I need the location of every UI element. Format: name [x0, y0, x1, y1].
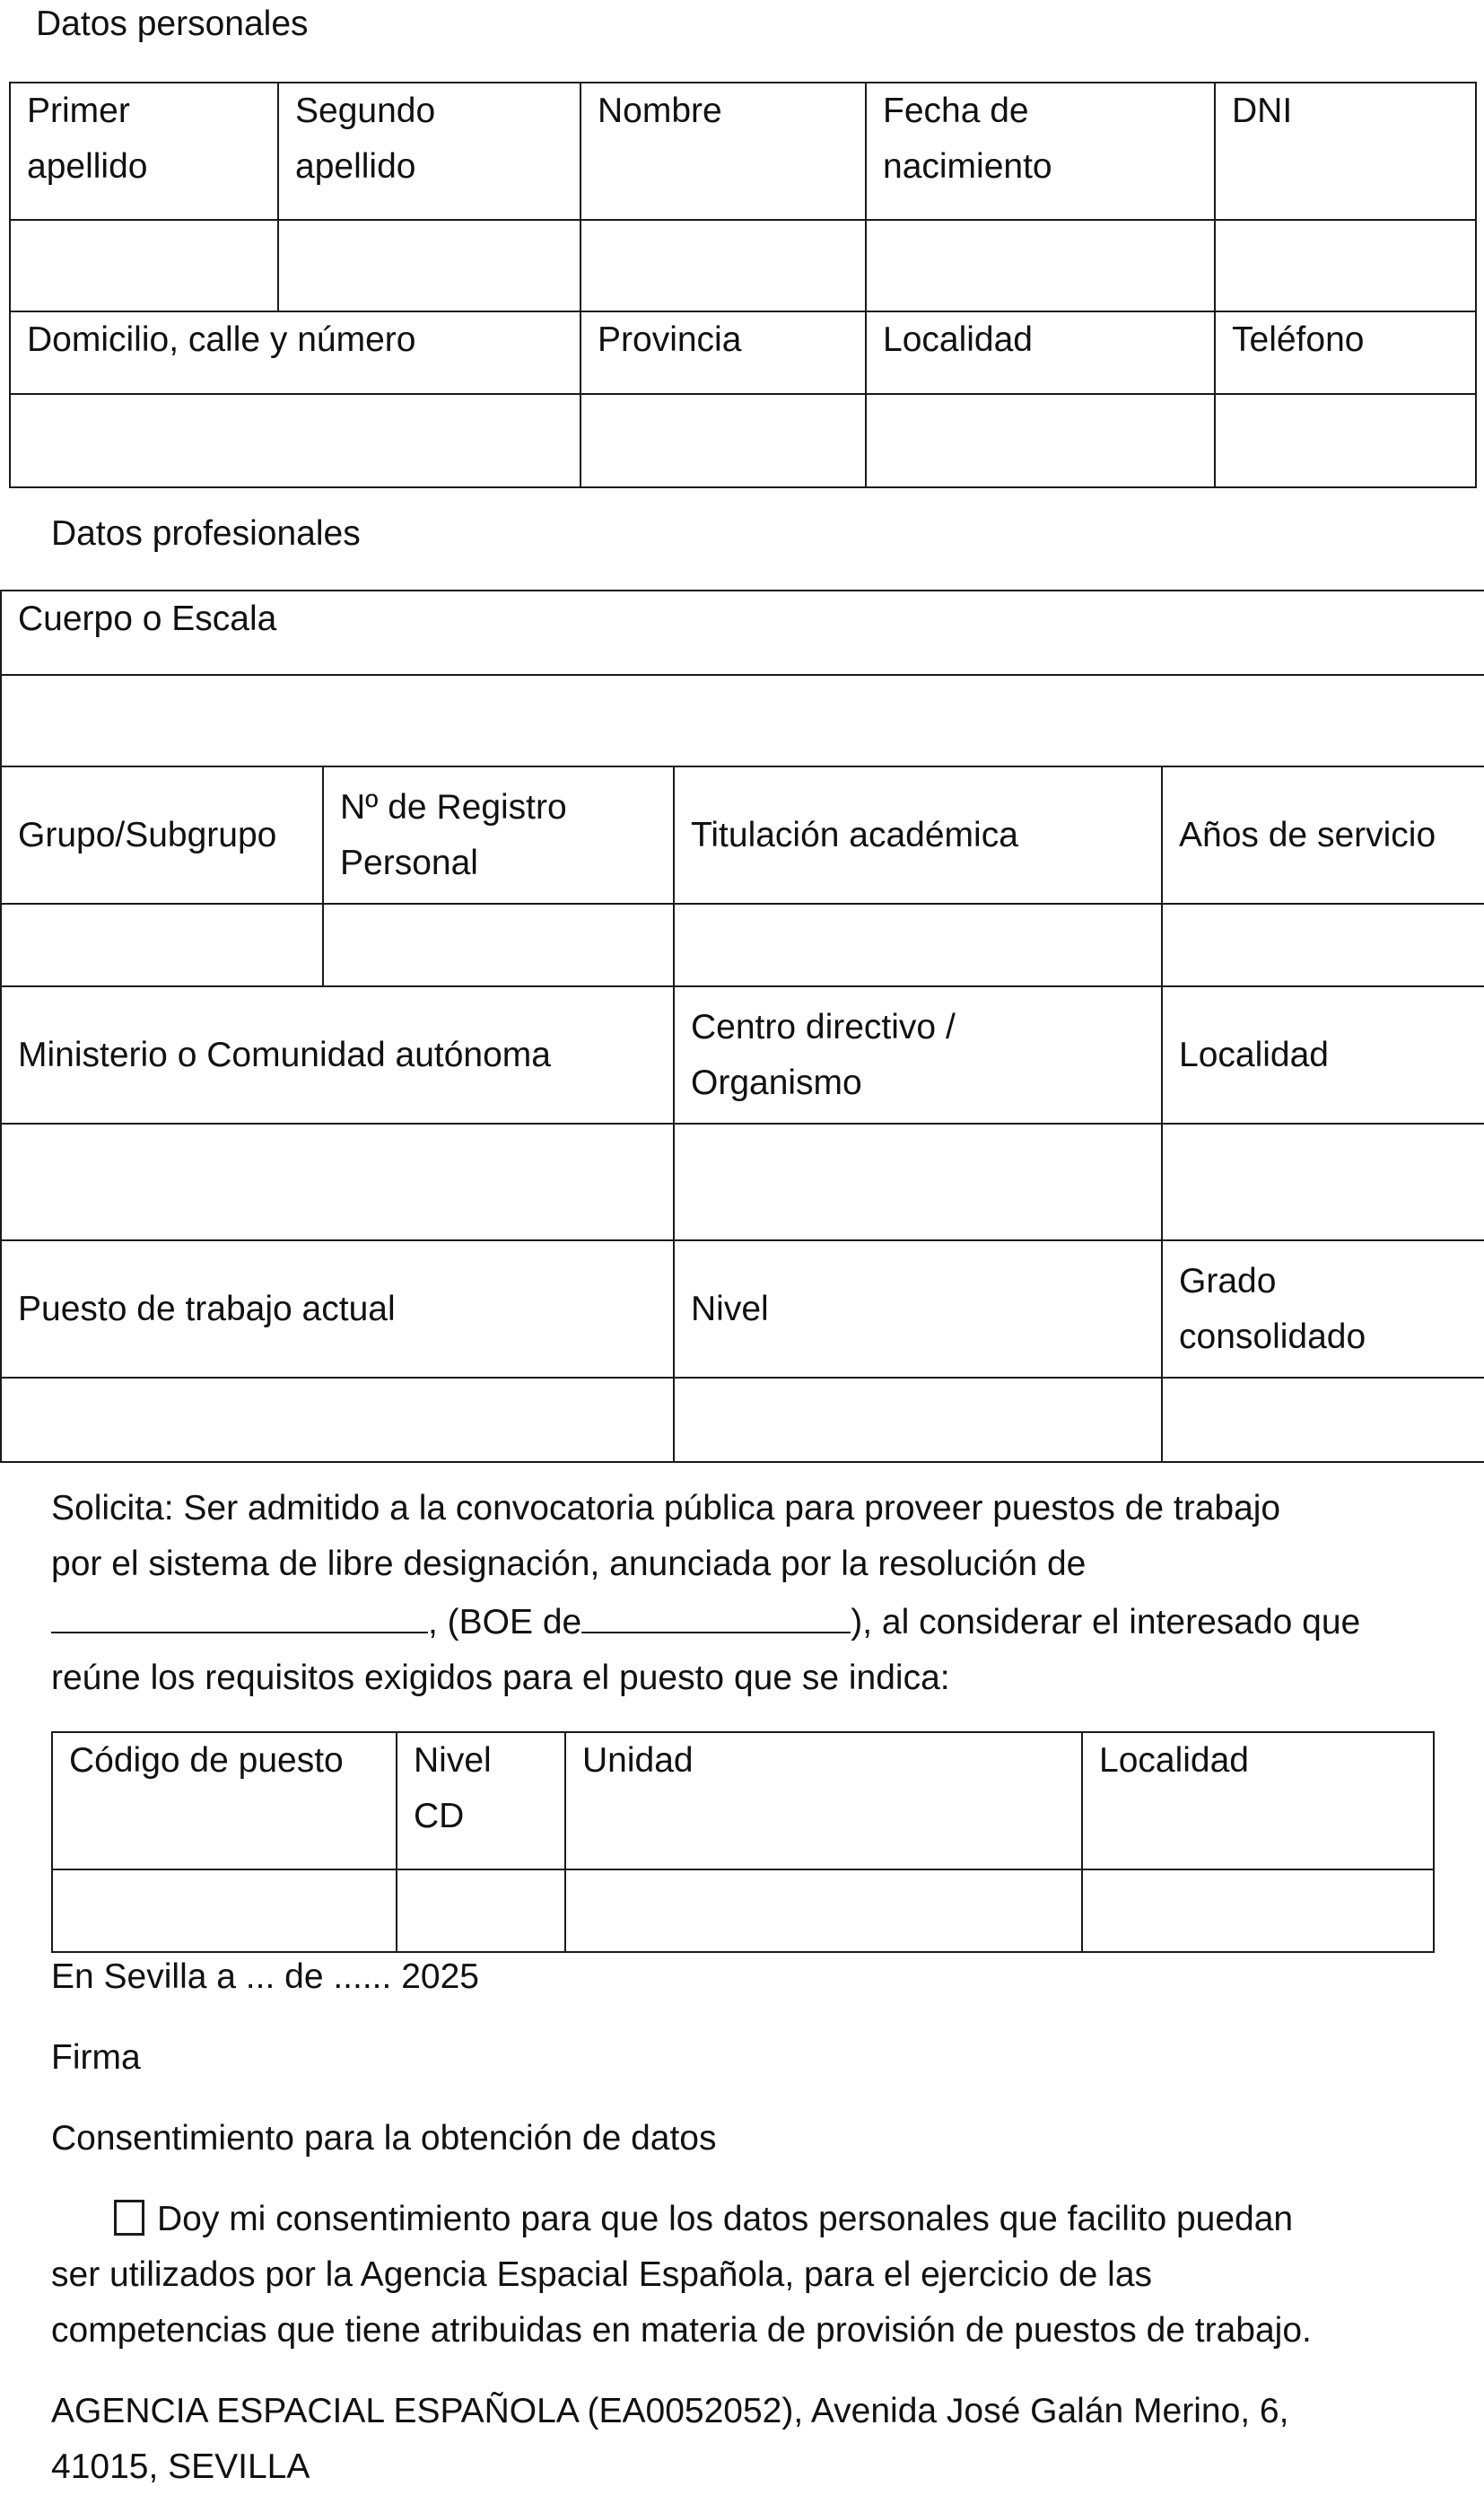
header-anos-servicio: Años de servicio	[1162, 766, 1484, 904]
header-localidad-puesto: Localidad	[1082, 1732, 1434, 1869]
field-anos-servicio[interactable]	[1162, 904, 1484, 986]
field-unidad[interactable]	[565, 1869, 1082, 1952]
consent-line-2: ser utilizados por la Agencia Espacial Española, para el ejercicio de las	[51, 2255, 1153, 2294]
professional-data-heading: Datos profesionales	[51, 514, 361, 553]
field-dni[interactable]	[1215, 220, 1476, 311]
signature-label: Firma	[51, 2038, 141, 2077]
request-line-3: , (BOE de ), al considerar el interesado que	[51, 1592, 1451, 1650]
field-puesto-actual[interactable]	[1, 1378, 674, 1462]
header-registro-personal: Nº de Registro Personal	[323, 766, 674, 904]
personal-data-table	[9, 82, 1477, 488]
header-unidad: Unidad	[565, 1732, 1082, 1869]
field-registro-personal[interactable]	[323, 904, 674, 986]
field-localidad[interactable]	[866, 394, 1215, 487]
header-segundo-apellido: Segundo apellido	[278, 83, 581, 220]
field-titulacion[interactable]	[674, 904, 1162, 986]
resolution-date-blank[interactable]	[51, 1592, 428, 1633]
boe-date-blank[interactable]	[581, 1592, 851, 1633]
field-centro-directivo[interactable]	[674, 1124, 1162, 1240]
consent-checkbox[interactable]	[114, 2200, 144, 2236]
field-domicilio[interactable]	[10, 394, 581, 487]
header-localidad: Localidad	[866, 311, 1215, 394]
field-nivel-cd[interactable]	[397, 1869, 565, 1952]
header-fecha-nacimiento: Fecha de nacimiento	[866, 83, 1215, 220]
request-line-2: por el sistema de libre designación, anunciada por la resolución de	[51, 1545, 1087, 1583]
header-domicilio: Domicilio, calle y número	[10, 311, 581, 394]
request-line-4: reúne los requisitos exigidos para el puesto que se indica:	[51, 1659, 950, 1697]
header-grado-consolidado: Grado consolidado	[1162, 1240, 1484, 1378]
header-telefono: Teléfono	[1215, 311, 1476, 394]
professional-data-table	[0, 590, 1484, 1463]
request-paragraph	[51, 1481, 1451, 1706]
field-nombre[interactable]	[581, 220, 866, 311]
field-localidad-profesional[interactable]	[1162, 1124, 1484, 1240]
field-grupo-subgrupo[interactable]	[1, 904, 323, 986]
header-titulacion: Titulación académica	[674, 766, 1162, 904]
header-nivel: Nivel	[674, 1240, 1162, 1378]
header-cuerpo-escala: Cuerpo o Escala	[1, 591, 1484, 675]
field-telefono[interactable]	[1215, 394, 1476, 487]
field-provincia[interactable]	[581, 394, 866, 487]
consent-paragraph	[51, 2192, 1451, 2359]
field-segundo-apellido[interactable]	[278, 220, 581, 311]
address-line-1: AGENCIA ESPACIAL ESPAÑOLA (EA0052052), Avenida José Galán Merino, 6,	[51, 2392, 1289, 2430]
field-grado-consolidado[interactable]	[1162, 1378, 1484, 1462]
address-line-2: 41015, SEVILLA	[51, 2447, 310, 2486]
field-ministerio[interactable]	[1, 1124, 674, 1240]
field-fecha-nacimiento[interactable]	[866, 220, 1215, 311]
field-nivel[interactable]	[674, 1378, 1162, 1462]
post-table	[51, 1731, 1435, 1953]
consent-line-3: competencias que tiene atribuidas en materia de provisión de puestos de trabajo.	[51, 2311, 1312, 2350]
request-line-1: Solicita: Ser admitido a la convocatoria pública para proveer puestos de trabajo	[51, 1489, 1281, 1528]
header-centro-directivo: Centro directivo / Organismo	[674, 986, 1162, 1124]
header-nivel-cd: Nivel CD	[397, 1732, 565, 1869]
header-nombre: Nombre	[581, 83, 866, 220]
header-grupo-subgrupo: Grupo/Subgrupo	[1, 766, 323, 904]
field-primer-apellido[interactable]	[10, 220, 278, 311]
header-provincia: Provincia	[581, 311, 866, 394]
header-primer-apellido: Primer apellido	[10, 83, 278, 220]
field-codigo-puesto[interactable]	[52, 1869, 397, 1952]
agency-address	[51, 2384, 1451, 2495]
header-localidad-profesional: Localidad	[1162, 986, 1484, 1124]
date-line: En Sevilla a ... de ...... 2025	[51, 1957, 479, 1996]
header-dni: DNI	[1215, 83, 1476, 220]
personal-data-heading: Datos personales	[36, 4, 309, 43]
field-cuerpo-escala[interactable]	[1, 675, 1484, 766]
header-codigo-puesto: Código de puesto	[52, 1732, 397, 1869]
header-puesto-actual: Puesto de trabajo actual	[1, 1240, 674, 1378]
header-ministerio: Ministerio o Comunidad autónoma	[1, 986, 674, 1124]
consent-title: Consentimiento para la obtención de datos	[51, 2119, 717, 2158]
consent-line-1: Doy mi consentimiento para que los datos personales que facilito puedan	[157, 2200, 1294, 2238]
field-localidad-puesto[interactable]	[1082, 1869, 1434, 1952]
